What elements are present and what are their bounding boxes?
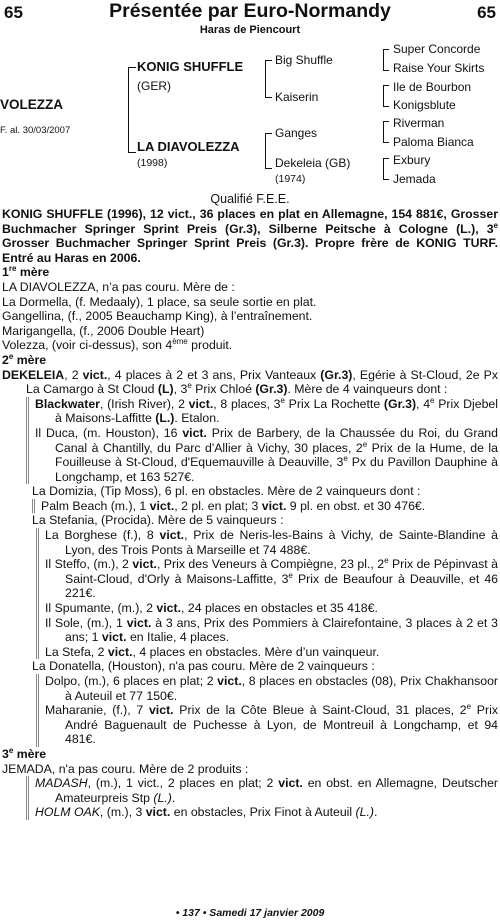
gen3-item: Paloma Bianca (393, 135, 474, 149)
horse-info: F. al. 30/03/2007 (0, 125, 71, 136)
sire-sire: Big Shuffle (275, 53, 333, 67)
page-footer: • 137 • Samedi 17 janvier 2009 (175, 907, 325, 919)
offspring-group (32, 499, 498, 514)
family-line: Volezza, (voir ci-dessus), son 4ème produit. (2, 337, 233, 353)
offspring-group (26, 776, 498, 820)
family-line: Blackwater, (Irish River), 2 vict., 8 places, 3e Prix La Rochette (Gr.3), 4e Prix Djebel à Maisons-Laffitte (L.). Etalon. (35, 395, 498, 426)
family-line: La Dormella, (f. Medaaly), 1 place, sa seule sortie en plat. (2, 294, 317, 309)
dam-dam-year: (1974) (275, 173, 306, 185)
section-heading: 1re mère (2, 264, 50, 280)
family-line: DEKELEIA, 2 vict., 4 places à 2 et 3 ans, Prix Vanteaux (Gr.3), Egérie à St-Cloud, 2e Px La Camargo à St Cloud (L), 3e Prix Chloé (Gr.3). Mère de 4 vainqueurs dont : (2, 367, 498, 397)
gen3-item: Exbury (393, 153, 431, 167)
family-line: JEMADA, n'a pas couru. Mère de 2 produits : (2, 761, 249, 776)
gen3-item: Raise Your Skirts (393, 61, 485, 75)
family-line: HOLM OAK, (m.), 3 vict. en obstacles, Prix Finot à Auteuil (L.). (35, 805, 378, 820)
pedigree-notes (2, 207, 498, 820)
family-line: La Donatella, (Houston), n'a pas couru. Mère de 2 vainqueurs : (32, 659, 375, 674)
qualification: Qualifié F.E.E. (210, 192, 290, 206)
section-heading: 3e mère (2, 745, 47, 761)
bracket-g3-2 (383, 85, 389, 107)
offspring-group (36, 528, 498, 659)
dam-name: LA DIAVOLEZZA (137, 139, 240, 154)
gen3-item: Konigsblute (393, 98, 456, 112)
offspring-group (36, 674, 498, 747)
family-line: Marigangella, (f., 2006 Double Heart) (2, 323, 205, 338)
family-line: Palm Beach (m.), 1 vict., 2 pl. en plat; 3 vict. 9 pl. en obst. et 30 476€. (41, 498, 426, 513)
family-line: La Domizia, (Tip Moss), 6 pl. en obstacles. Mère de 2 vainqueurs dont : (32, 484, 421, 499)
section-heading: 2e mère (2, 351, 47, 367)
sire-dam: Kaiserin (275, 90, 319, 104)
bracket-g3-4 (383, 158, 389, 180)
gen3-item: Riverman (393, 116, 445, 130)
family-line: MADASH, (m.), 1 vict., 2 places en plat; 2 vict. en obst. en Allemagne, Deutscher Amateurpreis Stp (L.). (35, 776, 498, 805)
lot-number-left: 65 (4, 3, 23, 22)
sire-name: KONIG SHUFFLE (137, 59, 244, 74)
bracket-g3-3 (383, 121, 389, 143)
bracket-dam (265, 133, 272, 169)
offspring-group (26, 397, 498, 485)
family-line: Il Spumante, (m.), 2 vict., 24 places en obstacles et 35 418€. (45, 601, 378, 616)
dam-dam: Dekeleia (GB) (275, 156, 351, 170)
dam-sire: Ganges (275, 126, 318, 140)
family-line: La Borghese (f.), 8 vict., Prix de Neris-les-Bains à Vichy, de Sainte-Blandine à Lyon, des Trois Ponts à Marseille et 74 488€. (45, 528, 499, 557)
gen3-item: Ile de Bourbon (393, 80, 472, 94)
family-line: Maharanie, (f.), 7 vict. Prix de la Côte Bleue à Saint-Cloud, 31 places, 2e Prix André Baguenault de Puchesse à Lyon, de Montreuil à Longchamp, et 94 481€. (45, 702, 498, 747)
page-subtitle: Haras de Piencourt (199, 24, 301, 36)
family-line: LA DIAVOLEZZA, n’a pas couru. Mère de : (2, 279, 235, 294)
family-line: Dolpo, (m.), 6 places en plat; 2 vict., 8 places en obstacles (08), Prix Chakhansoor à Auteuil et 77 150€. (45, 674, 498, 703)
gen3-item: Jemada (393, 172, 436, 186)
family-line: Il Sole, (m.), 1 vict. à 3 ans, Prix des Pommiers à Clairefontaine, 3 places à 2 et 3 ans; 1 vict. en Italie, 4 places. (45, 615, 499, 645)
lot-number-right: 65 (477, 3, 496, 22)
sire-description: KONIG SHUFFLE (1996), 12 vict., 36 places en plat en Allemagne, 154 881€, Grosser Buchmacher Springer Sprint Preis (Gr.3), Silberne Peitsche à Cologne (L.), 3e Grosser Buchmacher Springer Sprint Preis (Gr.3). Propre frère de KONIG TURF. Entré au Haras en 2006. (2, 207, 498, 265)
dam-year: (1998) (137, 157, 168, 169)
family-line: La Stefania, (Procida). Mère de 5 vainqueurs : (32, 513, 284, 528)
family-line: Gangellina, (f., 2005 Beauchamp King), à l’entraînement. (2, 309, 313, 324)
sire-origin: (GER) (137, 79, 171, 93)
family-line: Il Steffo, (m.), 2 vict., Prix des Veneurs à Compiègne, 23 pl., 2e Prix de Pépinvast à Saint-Cloud, d'Orly à Maisons-Laffitte, 3e Prix de Beaufour à Deauville, et 46 221€. (45, 556, 499, 601)
gen3-item: Super Concorde (393, 42, 481, 56)
bracket-g3-1 (383, 49, 389, 71)
horse-name: VOLEZZA (0, 97, 63, 112)
family-line: Il Duca, (m. Houston), 16 vict. Prix de Barbery, de la Chaussée du Roi, du Grand Canal à Chantilly, du Parc d'Allier à Vichy, 30 places, 2e Prix de la Hume, de la Fouilleuse à St-Cloud, d'Equemauville à Deauville, 3e Px du Pavillon Dauphine à Longchamp, et 163 527€. (35, 425, 498, 484)
bracket-gen1 (128, 67, 136, 153)
page-title: Présentée par Euro-Normandy (109, 0, 391, 22)
bracket-sire (265, 60, 272, 98)
family-line: La Stefa, 2 vict., 4 places en obstacles. Mère d’un vainqueur. (45, 644, 380, 659)
